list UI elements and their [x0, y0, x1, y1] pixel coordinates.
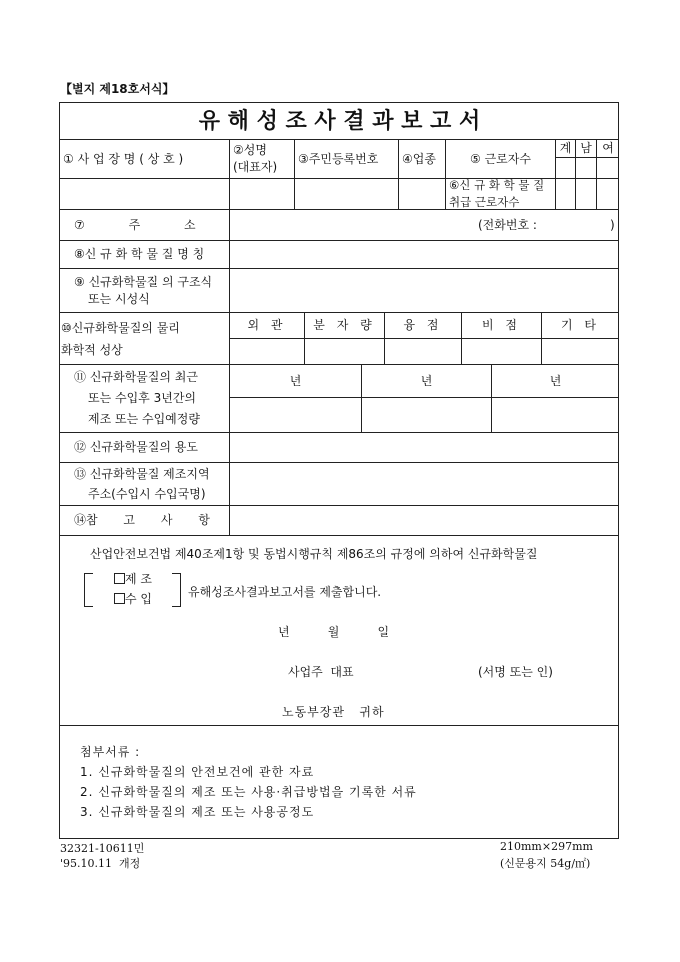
checkbox-manufacture[interactable] [114, 573, 125, 584]
date-line: 년 월 일 [278, 625, 390, 639]
properties-line2: 화학적 성상 [61, 342, 123, 357]
option-import[interactable] [114, 591, 152, 608]
signer-label: 사업주 대표 [288, 665, 354, 679]
phone-end: ) [610, 217, 615, 232]
chem-workers-total-field[interactable] [555, 178, 575, 209]
representative-label [229, 139, 294, 178]
year3-header: 년 [491, 364, 619, 397]
option-import-label: 수 입 [125, 592, 152, 606]
structure-label [59, 268, 229, 312]
year3-field[interactable] [491, 397, 619, 432]
address-label: ⑦ 주 소 [59, 209, 229, 240]
industry-field[interactable] [398, 178, 445, 209]
molecular-weight-header: 분 자 량 [304, 312, 384, 338]
right-bracket [172, 573, 181, 607]
chem-name-label: ⑧신 규 화 학 물 질 명 칭 [59, 240, 229, 268]
workers-female-field[interactable] [596, 157, 619, 178]
origin-label [59, 462, 229, 505]
origin-line2: 주소(수입시 수입국명) [88, 487, 206, 501]
year2-field[interactable] [361, 397, 491, 432]
workers-male-field[interactable] [575, 157, 596, 178]
other-field[interactable] [541, 338, 619, 364]
chem-workers-line2: 취급 근로자수 [449, 195, 520, 209]
melting-point-field[interactable] [384, 338, 461, 364]
origin-field[interactable] [229, 462, 619, 505]
properties-label [59, 312, 229, 364]
year2-header: 년 [361, 364, 491, 397]
attachments-section [59, 725, 619, 839]
appearance-header: 외 관 [229, 312, 304, 338]
left-bracket [84, 573, 93, 607]
name-label: ②성명 [233, 143, 267, 157]
origin-line1: ⑬ 신규화학물질 제조지역 [74, 467, 210, 481]
phone-label: (전화번호 : [478, 217, 537, 232]
melting-point-header: 융 점 [384, 312, 461, 338]
attachment-item: 1. 신규화학물질의 안전보건에 관한 자료 [80, 765, 315, 779]
address-field[interactable] [229, 209, 619, 240]
option-manufacture[interactable] [114, 571, 152, 588]
recipient: 노동부장관 귀하 [282, 705, 385, 719]
workers-total-field[interactable] [555, 157, 575, 178]
volume-line2: 또는 수입후 3년간의 [88, 391, 197, 405]
chem-workers-label [445, 178, 555, 209]
usage-label: ⑫ 신규화학물질의 용도 [59, 432, 229, 462]
volume-label [59, 364, 229, 432]
other-header: 기 타 [541, 312, 619, 338]
option-manufacture-label: 제 조 [125, 572, 152, 586]
business-name-field[interactable] [59, 178, 229, 209]
boiling-point-header: 비 점 [461, 312, 541, 338]
chem-workers-line1: ⑥신 규 화 학 물 질 [449, 178, 545, 192]
boiling-point-field[interactable] [461, 338, 541, 364]
form-title: 유 해 성 조 사 결 과 보 고 서 [59, 102, 619, 139]
paper-size: 210mm×297mm [500, 840, 593, 853]
structure-field[interactable] [229, 268, 619, 312]
usage-field[interactable] [229, 432, 619, 462]
form-label: 【별지 제18호서식】 [60, 82, 175, 96]
chem-workers-female-field[interactable] [596, 178, 619, 209]
form-code: 32321-10611민 [60, 842, 145, 855]
paper-type: (신문용지 54g/㎡) [500, 857, 591, 870]
volume-line3: 제조 또는 수입예정량 [88, 412, 200, 426]
appearance-field[interactable] [229, 338, 304, 364]
name-sub-label: (대표자) [233, 160, 278, 174]
declaration-statement: 산업안전보건법 제40조제1항 및 동법시행규칙 제86조의 규정에 의하여 신규화학물질 [90, 547, 538, 561]
resident-no-field[interactable] [294, 178, 398, 209]
sign-note: (서명 또는 인) [478, 665, 553, 679]
attachments-heading: 첨부서류 : [80, 745, 141, 759]
chem-workers-male-field[interactable] [575, 178, 596, 209]
attachment-item: 3. 신규화학물질의 제조 또는 사용공정도 [80, 805, 315, 819]
submit-text: 유해성조사결과보고서를 제출합니다. [188, 585, 382, 599]
remarks-label: ⑭참 고 사 항 [59, 505, 229, 535]
male-label: 남 [575, 139, 596, 157]
volume-line1: ⑪ 신규화학물질의 최근 [74, 370, 198, 384]
revision-date: '95.10.11 개정 [60, 857, 141, 870]
representative-field[interactable] [229, 178, 294, 209]
industry-label: ④업종 [398, 139, 445, 178]
checkbox-import[interactable] [114, 593, 125, 604]
declaration-section [59, 535, 619, 725]
attachment-item: 2. 신규화학물질의 제조 또는 사용·취급방법을 기록한 서류 [80, 785, 417, 799]
structure-line2: 또는 시성식 [88, 291, 150, 306]
resident-no-label: ③주민등록번호 [294, 139, 398, 178]
remarks-field[interactable] [229, 505, 619, 535]
workers-label: ⑤ 근로자수 [445, 139, 555, 178]
total-label: 계 [555, 139, 575, 157]
female-label: 여 [596, 139, 619, 157]
business-name-label: ① 사 업 장 명 ( 상 호 ) [59, 139, 229, 178]
molecular-weight-field[interactable] [304, 338, 384, 364]
year1-field[interactable] [229, 397, 361, 432]
structure-line1: ⑨ 신규화학물질 의 구조식 [74, 274, 213, 289]
year1-header: 년 [229, 364, 361, 397]
properties-line1: ⑩신규화학물질의 물리 [61, 320, 180, 335]
chem-name-field[interactable] [229, 240, 619, 268]
